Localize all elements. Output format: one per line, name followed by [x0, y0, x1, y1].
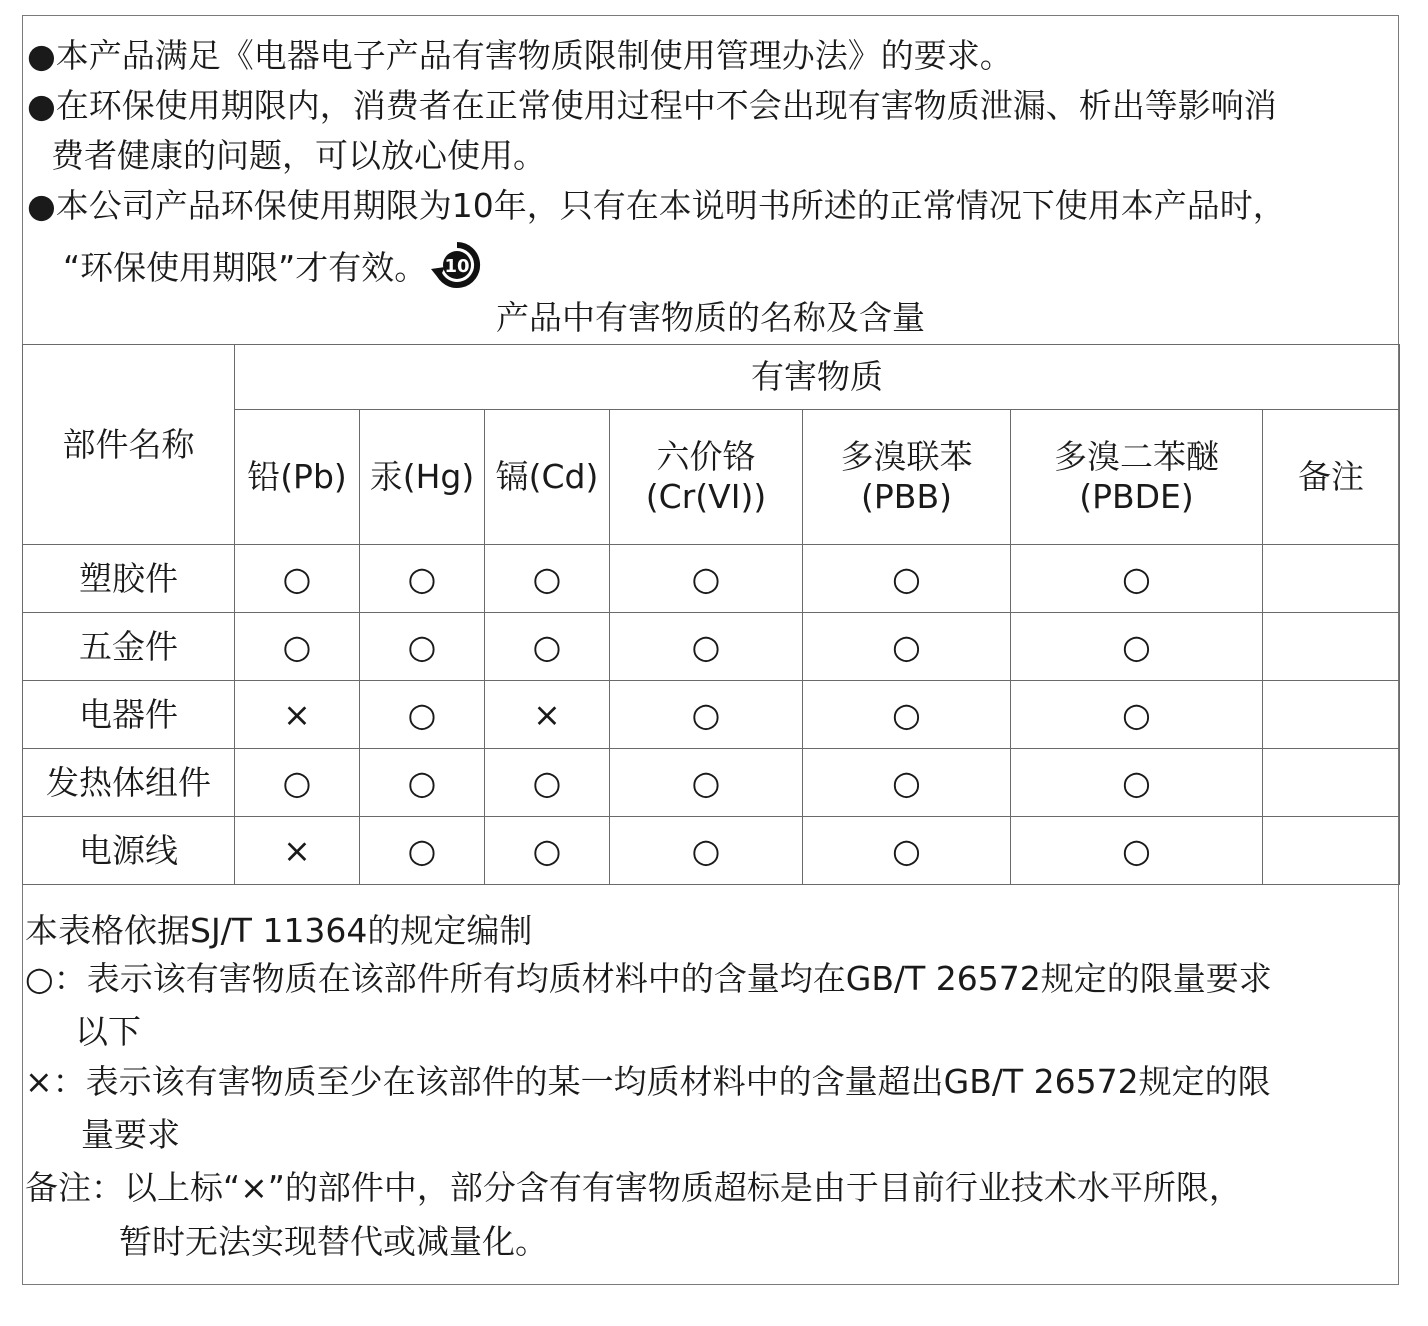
col-header-cr6: 六价铬 (Cr(VI))	[610, 410, 803, 545]
value-cell: ○	[360, 749, 485, 817]
value-cell: ○	[803, 545, 1011, 613]
value-cell: ○	[610, 817, 803, 885]
col-header-cd: 镉(Cd)	[485, 410, 610, 545]
value-cell: ○	[1011, 613, 1263, 681]
value-cell: ○	[803, 681, 1011, 749]
value-cell: ○	[235, 545, 360, 613]
col-header-remark: 备注	[1263, 410, 1400, 545]
part-name-cell: 电器件	[23, 681, 235, 749]
rohs-declaration-sheet	[22, 15, 1399, 1285]
remark-cell	[1263, 681, 1400, 749]
table-row	[23, 681, 1400, 749]
part-name-cell: 电源线	[23, 817, 235, 885]
value-cell: ○	[610, 545, 803, 613]
note-cross-line-1: ×：表示该有害物质至少在该部件的某一均质材料中的含量超出GB/T 26572规定的限	[25, 1062, 1271, 1101]
note-circle-line-1: ○：表示该有害物质在该部件所有均质材料中的含量均在GB/T 26572规定的限量要求	[25, 959, 1272, 998]
value-cell: ×	[235, 681, 360, 749]
hazardous-substance-table	[22, 344, 1400, 885]
header-row-1	[23, 345, 1400, 410]
col-header-hg: 汞(Hg)	[360, 410, 485, 545]
table-row	[23, 613, 1400, 681]
intro-line-5	[63, 241, 485, 298]
intro-line-1: ●本产品满足《电器电子产品有害物质限制使用管理办法》的要求。	[27, 36, 1013, 75]
table-row	[23, 545, 1400, 613]
value-cell: ×	[485, 681, 610, 749]
value-cell: ○	[360, 613, 485, 681]
col-header-pb: 铅(Pb)	[235, 410, 360, 545]
col-header-pbde: 多溴二苯醚 (PBDE)	[1011, 410, 1263, 545]
substance-group-header: 有害物质	[235, 345, 1400, 410]
value-cell: ○	[803, 613, 1011, 681]
part-name-cell: 塑胶件	[23, 545, 235, 613]
value-cell: ○	[235, 749, 360, 817]
value-cell: ○	[1011, 817, 1263, 885]
value-cell: ×	[235, 817, 360, 885]
note-basis: 本表格依据SJ/T 11364的规定编制	[25, 911, 533, 950]
remark-cell	[1263, 613, 1400, 681]
value-cell: ○	[485, 613, 610, 681]
value-cell: ○	[803, 817, 1011, 885]
note-circle-line-2: 以下	[75, 1012, 141, 1051]
value-cell: ○	[360, 545, 485, 613]
eco-period-10-icon	[429, 241, 485, 298]
value-cell: ○	[360, 681, 485, 749]
value-cell: ○	[1011, 545, 1263, 613]
remark-cell	[1263, 545, 1400, 613]
remark-cell	[1263, 749, 1400, 817]
note-remark-line-1: 备注：以上标“×”的部件中，部分含有有害物质超标是由于目前行业技术水平所限，	[25, 1168, 1242, 1207]
part-name-header: 部件名称	[23, 345, 235, 545]
value-cell: ○	[1011, 681, 1263, 749]
intro-line-3: 费者健康的问题，可以放心使用。	[51, 136, 546, 175]
value-cell: ○	[610, 613, 803, 681]
value-cell: ○	[485, 749, 610, 817]
col-header-pbb: 多溴联苯 (PBB)	[803, 410, 1011, 545]
table-row	[23, 817, 1400, 885]
value-cell: ○	[235, 613, 360, 681]
value-cell: ○	[1011, 749, 1263, 817]
note-cross-line-2: 量要求	[81, 1115, 180, 1154]
value-cell: ○	[610, 681, 803, 749]
value-cell: ○	[360, 817, 485, 885]
part-name-cell: 发热体组件	[23, 749, 235, 817]
value-cell: ○	[803, 749, 1011, 817]
svg-text:10: 10	[444, 256, 470, 277]
remark-cell	[1263, 817, 1400, 885]
value-cell: ○	[485, 817, 610, 885]
intro-line-4: ●本公司产品环保使用期限为10年，只有在本说明书所述的正常情况下使用本产品时，	[27, 186, 1286, 225]
note-remark-line-2: 暂时无法实现替代或减量化。	[119, 1222, 548, 1261]
intro-line-2: ●在环保使用期限内，消费者在正常使用过程中不会出现有害物质泄漏、析出等影响消	[27, 86, 1277, 125]
value-cell: ○	[485, 545, 610, 613]
part-name-cell: 五金件	[23, 613, 235, 681]
table-row	[23, 749, 1400, 817]
table-title: 产品中有害物质的名称及含量	[496, 298, 925, 337]
intro-line-5-text: “环保使用期限”才有效。	[63, 248, 428, 287]
value-cell: ○	[610, 749, 803, 817]
